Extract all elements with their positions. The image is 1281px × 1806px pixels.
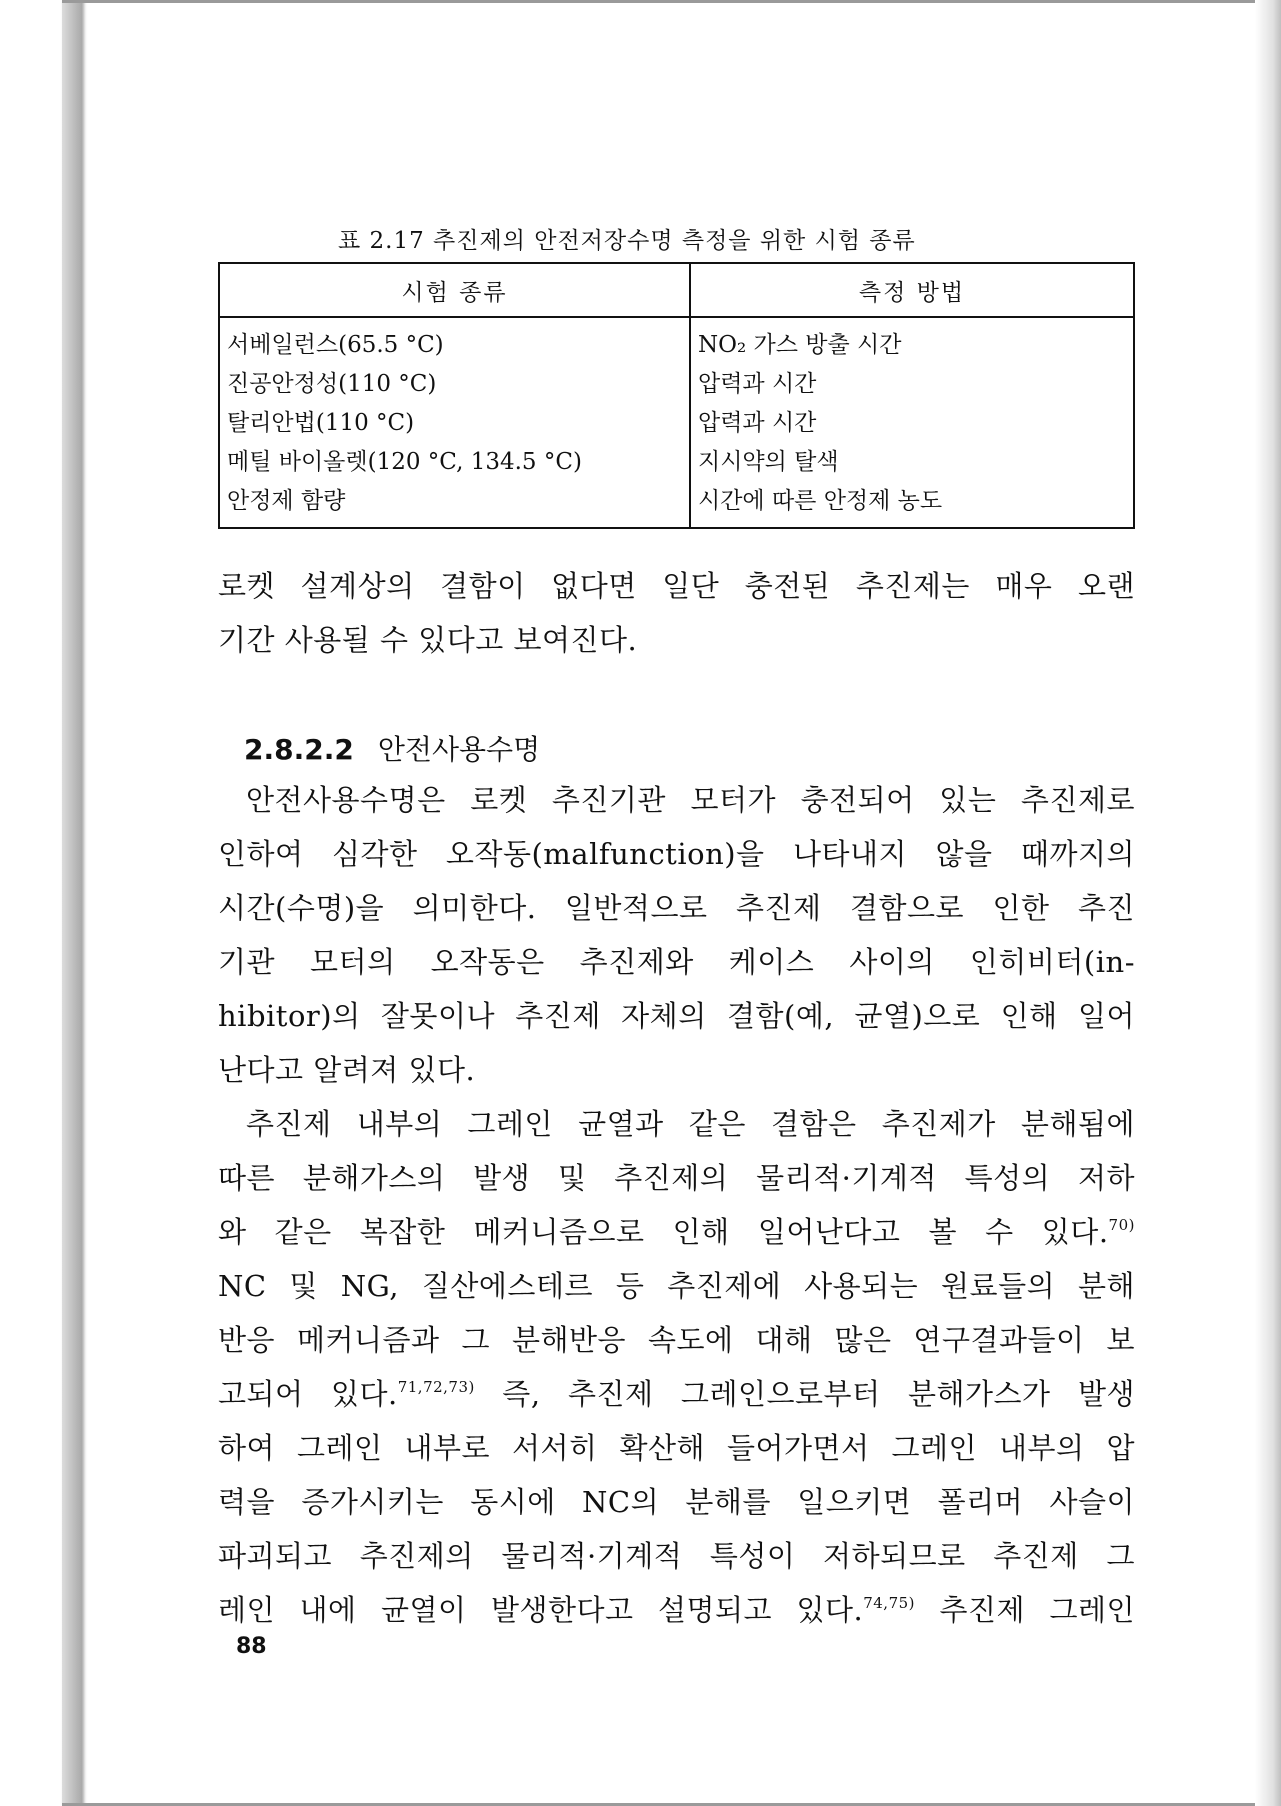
- table-header-row: [219, 263, 1134, 317]
- header-test-type: 시험 종류: [219, 263, 690, 317]
- citation-ref: 74,75): [863, 1594, 916, 1612]
- paragraph-safe-service-life: [218, 773, 1135, 1097]
- citation-ref: 70): [1108, 1216, 1135, 1234]
- section-number: 2.8.2.2: [244, 733, 354, 766]
- page-edge-top: [62, 0, 1255, 3]
- text-line: [218, 1367, 1135, 1421]
- table-cell: NO₂ 가스 방출 시간: [698, 332, 902, 358]
- test-types-table: [218, 262, 1135, 529]
- page-curl-shadow: [1255, 0, 1281, 1806]
- book-binding: [62, 0, 82, 1806]
- text-line: 인하여 심각한 오작동(malfunction)을 나타내지 않을 때까지의: [218, 837, 1135, 871]
- table-caption: 표 2.17 추진제의 안전저장수명 측정을 위한 시험 종류: [338, 228, 916, 254]
- citation-ref: 71,72,73): [397, 1378, 475, 1396]
- table-cell: 지시약의 탈색: [698, 449, 839, 475]
- text-line: [218, 1583, 1135, 1637]
- text-span: 추진제 그레인: [915, 1593, 1135, 1627]
- test-type-column: [219, 317, 690, 528]
- measurement-method-column: [690, 317, 1134, 528]
- table-cell: 메틸 바이올렛(120 °C, 134.5 °C): [227, 449, 582, 475]
- text-line: 반응 메커니즘과 그 분해반응 속도에 대해 많은 연구결과들이 보: [218, 1323, 1135, 1357]
- header-measurement-method: 측정 방법: [690, 263, 1134, 317]
- table-cell: 압력과 시간: [698, 371, 817, 397]
- page-number: 88: [236, 1634, 267, 1659]
- text-line: 추진제 내부의 그레인 균열과 같은 결함은 추진제가 분해됨에: [246, 1107, 1135, 1141]
- text-span: 레인 내에 균열이 발생한다고 설명되고 있다.: [218, 1593, 864, 1627]
- table-row: [219, 317, 1134, 528]
- text-line: 난다고 알려져 있다.: [218, 1053, 476, 1087]
- table-cell: 서베일런스(65.5 °C): [227, 332, 444, 358]
- table-cell: 시간에 따른 안정제 농도: [698, 488, 943, 514]
- text-line: 안전사용수명은 로켓 추진기관 모터가 충전되어 있는 추진제로: [246, 783, 1135, 817]
- table-cell: 압력과 시간: [698, 410, 817, 436]
- section-heading: [244, 728, 540, 768]
- text-line: 로켓 설계상의 결함이 없다면 일단 충전된 추진제는 매우 오랜: [218, 569, 1135, 603]
- text-line: 력을 증가시키는 동시에 NC의 분해를 일으키면 폴리머 사슬이: [218, 1485, 1135, 1519]
- paragraph-intro: [218, 559, 1135, 667]
- table-cell: 진공안정성(110 °C): [227, 371, 437, 397]
- paragraph-grain-cracks: [218, 1097, 1135, 1637]
- section-title: 안전사용수명: [377, 733, 541, 766]
- text-line: 파괴되고 추진제의 물리적·기계적 특성이 저하되므로 추진제 그: [218, 1539, 1135, 1573]
- table-cell: 탈리안법(110 °C): [227, 410, 415, 436]
- text-line: NC 및 NG, 질산에스테르 등 추진제에 사용되는 원료들의 분해: [218, 1269, 1135, 1303]
- text-line: hibitor)의 잘못이나 추진제 자체의 결함(예, 균열)으로 인해 일어: [218, 999, 1135, 1033]
- text-span: 즉, 추진제 그레인으로부터 분해가스가 발생: [474, 1377, 1135, 1411]
- text-line: 따른 분해가스의 발생 및 추진제의 물리적·기계적 특성의 저하: [218, 1161, 1135, 1195]
- table-cell: 안정제 함량: [227, 488, 346, 514]
- text-line: [218, 1205, 1135, 1259]
- text-span: 고되어 있다.: [218, 1377, 398, 1411]
- text-line: 기관 모터의 오작동은 추진제와 케이스 사이의 인히비터(in-: [218, 945, 1135, 979]
- text-line: 하여 그레인 내부로 서서히 확산해 들어가면서 그레인 내부의 압: [218, 1431, 1135, 1465]
- text-line: 시간(수명)을 의미한다. 일반적으로 추진제 결함으로 인한 추진: [218, 891, 1135, 925]
- text-span: 와 같은 복잡한 메커니즘으로 인해 일어난다고 볼 수 있다.: [218, 1215, 1109, 1249]
- text-line: 기간 사용될 수 있다고 보여진다.: [218, 623, 638, 657]
